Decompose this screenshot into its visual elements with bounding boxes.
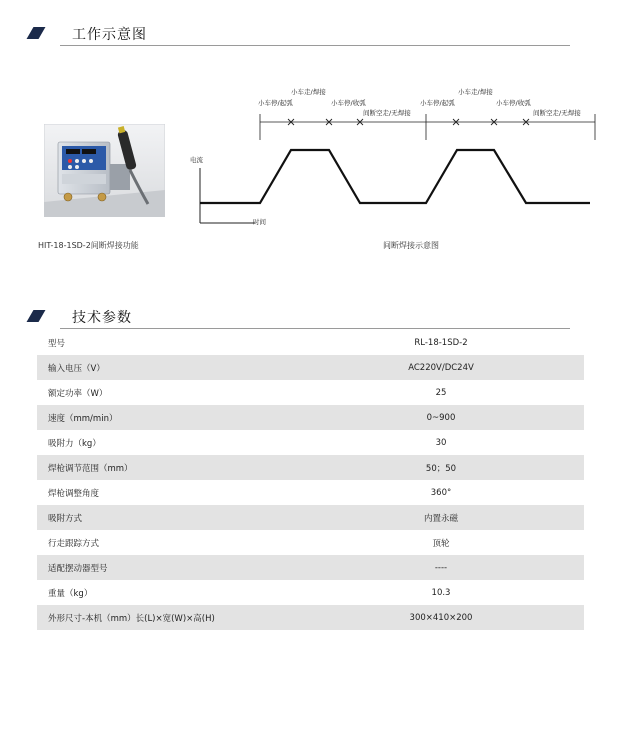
table-row	[37, 480, 584, 505]
spec-label: 额定功率（W）	[48, 388, 108, 399]
spec-label: 吸附方式	[37, 505, 298, 530]
y-axis-label: 电流	[190, 156, 203, 164]
section-header-specs	[30, 307, 570, 329]
table-row	[37, 405, 584, 430]
table-row	[37, 455, 584, 480]
spec-value: 10.3	[431, 587, 451, 598]
spec-label: 适配摆动器型号	[37, 555, 298, 580]
label-idle-no-weld: 间断空走/无焊接	[533, 109, 581, 117]
spec-label: 速度（mm/min）	[37, 405, 298, 430]
spec-label: 外形尺寸-本机（mm）长(L)×宽(W)×高(H)	[37, 605, 298, 630]
section-divider	[60, 328, 570, 329]
spec-label: 型号	[48, 338, 66, 349]
spec-value: 内置永磁	[298, 505, 584, 530]
spec-value: 300×410×200	[298, 605, 584, 630]
label-carriage-move-weld: 小车走/焊接	[291, 88, 326, 96]
section-title: 工作示意图	[72, 27, 147, 43]
spec-value: AC220V/DC24V	[298, 355, 584, 380]
x-axis-label: 时间	[253, 218, 266, 226]
spec-value: 25	[435, 387, 447, 398]
label-carriage-stop-arc-end: 小车停/收弧	[496, 99, 531, 107]
table-row	[37, 355, 584, 380]
spec-value: 0~900	[298, 405, 584, 430]
label-idle-no-weld: 间断空走/无焊接	[363, 109, 411, 117]
spec-value: 顶轮	[432, 538, 450, 549]
table-row	[37, 505, 584, 530]
section-title: 技术参数	[72, 310, 132, 326]
spec-value: RL-18-1SD-2	[414, 337, 468, 348]
spec-label: 焊枪调节范围（mm）	[37, 455, 298, 480]
label-carriage-stop-arc-start: 小车停/起弧	[258, 99, 293, 107]
intermittent-welding-diagram	[185, 80, 605, 230]
table-row	[37, 330, 584, 355]
section-marker	[27, 27, 46, 39]
timeline-ticks	[260, 114, 595, 140]
table-row	[37, 380, 584, 405]
label-carriage-stop-arc-end: 小车停/收弧	[331, 99, 366, 107]
label-carriage-move-weld: 小车走/焊接	[458, 88, 493, 96]
diagram-caption: 间断焊接示意图	[383, 241, 439, 250]
spec-table	[37, 330, 584, 630]
spec-label: 重量（kg）	[48, 588, 93, 599]
table-row	[37, 605, 584, 630]
photo-caption: HIT-18-1SD-2间断焊接功能	[38, 241, 139, 250]
section-marker	[27, 310, 46, 322]
table-row	[37, 555, 584, 580]
spec-label: 输入电压（V）	[37, 355, 298, 380]
product-photo	[44, 124, 165, 217]
spec-value: 360°	[430, 487, 452, 498]
section-divider	[60, 45, 570, 46]
table-row	[37, 430, 584, 455]
label-carriage-stop-arc-start: 小车停/起弧	[420, 99, 455, 107]
current-waveform	[200, 150, 590, 203]
table-row	[37, 530, 584, 555]
spec-label: 吸附力（kg）	[48, 438, 101, 449]
spec-value: ----	[298, 555, 584, 580]
section-header-diagram	[30, 24, 570, 46]
spec-label: 行走跟踪方式	[48, 538, 100, 549]
spec-value: 30	[435, 437, 447, 448]
spec-value: 50；50	[298, 455, 584, 480]
spec-label: 焊枪调整角度	[48, 488, 100, 499]
table-row	[37, 580, 584, 605]
